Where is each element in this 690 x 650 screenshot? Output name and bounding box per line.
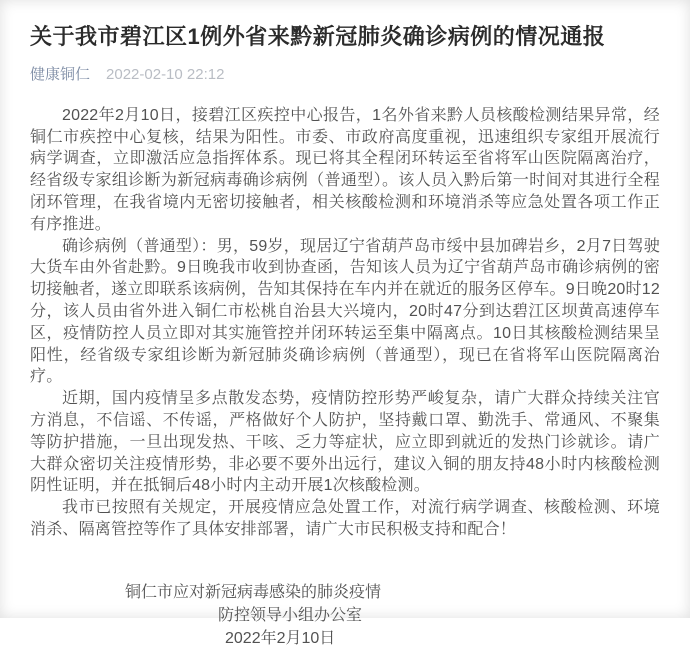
publish-timestamp: 2022-02-10 22:12 xyxy=(106,65,225,83)
source-account-link[interactable]: 健康铜仁 xyxy=(30,65,91,83)
signature-org-line2: 防控领导小组办公室 xyxy=(218,606,363,624)
article-meta xyxy=(30,63,660,84)
article-paragraph-public-advice: 近期，国内疫情呈多点散发态势，疫情防控形势严峻复杂，请广大群众持续关注官方消息，不信谣、不传谣，严格做好个人防护，坚持戴口罩、勤洗手、常通风、不聚集等防护措施，一旦出现发热、干咳、乏力等症状，应立即到就近的发热门诊就诊。请广大群众密切关注疫情形势，非必要不要外出远行，建议入铜的朋友持48小时内核酸检测阴性证明，并在抵铜后48小时内主动开展1次核酸检测。 xyxy=(30,390,660,495)
signature-org-line1: 铜仁市应对新冠病毒感染的肺炎疫情 xyxy=(125,583,382,601)
signature-date: 2022年2月10日 xyxy=(225,629,336,647)
signature-block xyxy=(125,581,381,650)
page-title: 关于我市碧江区1例外省来黔新冠肺炎确诊病例的情况通报 xyxy=(30,24,606,49)
article-paragraph-case-details: 确诊病例（普通型）：男，59岁，现居辽宁省葫芦岛市绥中县加碑岩乡，2月7日驾驶大货车由外省赴黔。9日晚我市收到协查函，告知该人员为辽宁省葫芦岛市确诊病例的密切接触者，遂立即联系该病例，告知其保持在车内并在就近的服务区停车。9日晚20时12分，该人员由省外进入铜仁市松桃自治县大兴境内，20时47分到达碧江区坝黄高速停车区，疫情防控人员立即对其实施管控并闭环转运至集中隔离点。10日其核酸检测结果呈阳性，经省级专家组诊断为新冠肺炎确诊病例（普通型），现已在省将军山医院隔离治疗。 xyxy=(30,237,660,386)
article-paragraph-report: 2022年2月10日，接碧江区疾控中心报告，1名外省来黔人员核酸检测结果异常，经铜仁市疾控中心复核，结果为阳性。市委、市政府高度重视，迅速组织专家组开展流行病学调查，立即激活应急指挥体系。现已将其全程闭环转运至省将军山医院隔离治疗，经省级专家组诊断为新冠病毒确诊病例（普通型）。该人员入黔后第一时间对其进行全程闭环管理，在我省境内无密切接触者，相关核酸检测和环境消杀等应急处置各项工作正有序推进。 xyxy=(30,106,660,233)
article-body xyxy=(30,105,660,541)
article-paragraph-measures: 我市已按照有关规定，开展疫情应急处置工作，对流行病学调查、核酸检测、环境消杀、隔离管控等作了具体安排部署，请广大市民积极支持和配合！ xyxy=(30,499,660,538)
